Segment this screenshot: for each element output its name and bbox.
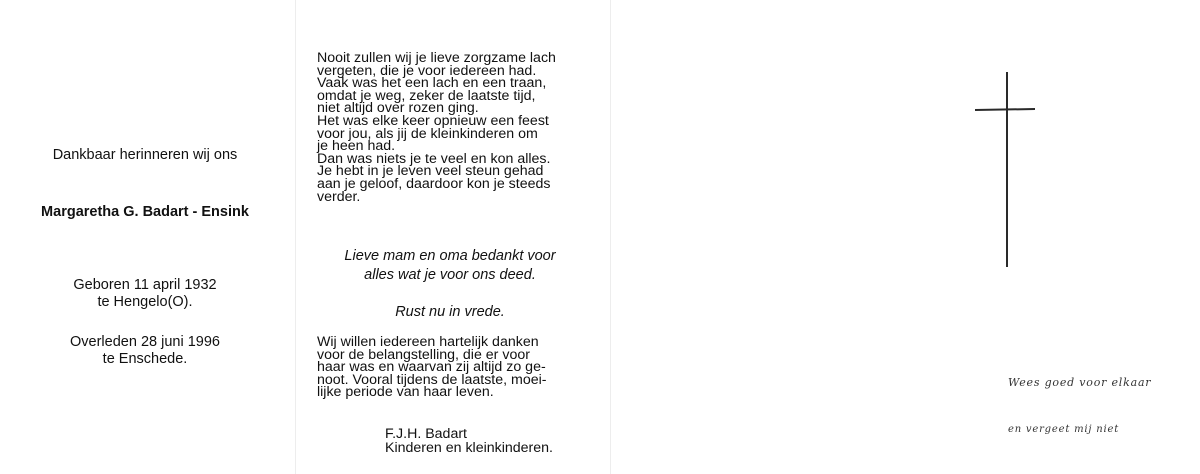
poem-line: je heen had. — [317, 138, 396, 155]
thanks-line: haar was en waarvan zij altijd zo ge- — [317, 359, 546, 376]
signature-family: Kinderen en kleinkinderen. — [385, 439, 553, 456]
poem-line: Nooit zullen wij je lieve zorgzame lach — [317, 50, 556, 66]
left-panel — [0, 0, 295, 474]
poem-line: Dan was niets je te veel en kon alles. — [317, 150, 551, 167]
thanks-line: voor de belangstelling, die er voor — [317, 346, 530, 363]
handwritten-line-1: Wees goed voor elkaar — [1008, 376, 1152, 389]
middle-panel — [295, 0, 610, 474]
deceased-name: Margaretha G. Badart - Ensink — [41, 204, 249, 220]
rest-in-peace: Rust nu in vrede. — [395, 304, 505, 320]
poem — [317, 52, 587, 203]
poem-line: Vaak was het een lach en een traan, — [317, 75, 547, 92]
thanks-paragraph — [317, 336, 587, 399]
dedication-line-1: Lieve mam en oma bedankt voor — [344, 248, 556, 264]
thanks-line: lijke periode van haar leven. — [317, 384, 494, 401]
poem-line: aan je geloof, daardoor kon je steeds — [317, 175, 551, 192]
signature — [385, 428, 553, 455]
poem-line: voor jou, als jij de kleinkinderen om — [317, 125, 538, 142]
right-panel — [610, 0, 1200, 474]
dedication-line-2: alles wat je voor ons deed. — [364, 267, 536, 283]
intro-text: Dankbaar herinneren wij ons — [52, 147, 238, 163]
died-place: te Enschede. — [102, 351, 188, 367]
poem-line: niet altijd over rozen ging. — [317, 100, 479, 117]
thanks-line: Wij willen iedereen hartelijk danken — [317, 334, 539, 350]
poem-line: Het was elke keer opnieuw een feest — [317, 112, 549, 129]
poem-line: vergeten, die je voor iedereen had. — [317, 62, 537, 79]
died-date: Overleden 28 juni 1996 — [70, 334, 220, 350]
poem-line: Je hebt in je leven veel steun gehad — [317, 163, 544, 180]
thanks-line: noot. Vooral tijdens de laatste, moei- — [317, 371, 547, 388]
signature-name: F.J.H. Badart — [385, 426, 467, 442]
born-place: te Hengelo(O). — [97, 294, 193, 310]
latin-cross-icon — [975, 72, 1035, 267]
handwritten-line-2: en vergeet mij niet — [1008, 424, 1120, 435]
born-date: Geboren 11 april 1932 — [73, 277, 217, 293]
poem-line: omdat je weg, zeker de laatste tijd, — [317, 87, 536, 104]
poem-line: verder. — [317, 188, 361, 205]
